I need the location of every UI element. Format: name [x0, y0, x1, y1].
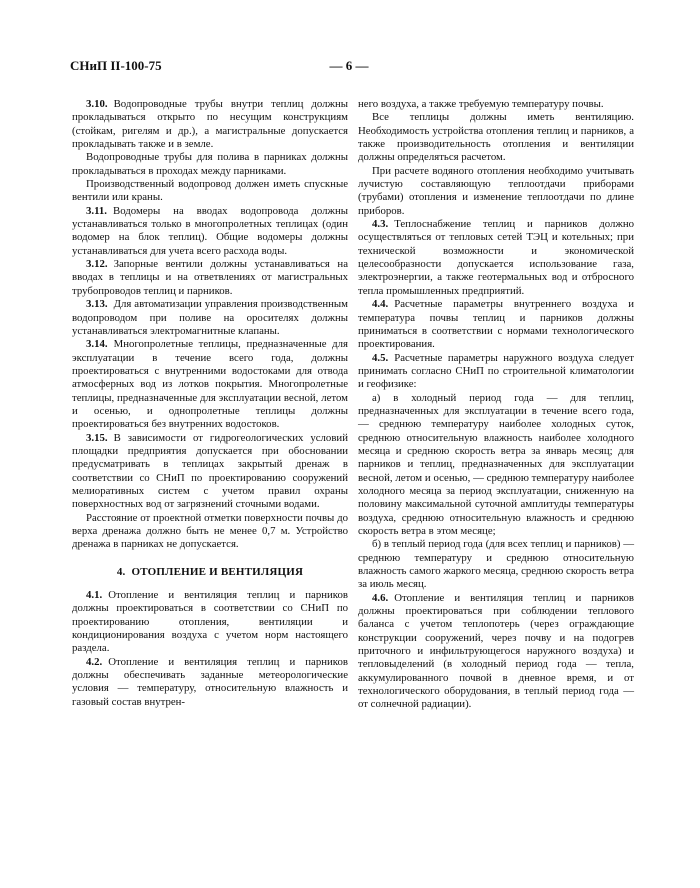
paragraph-3-11: [72, 205, 348, 258]
paragraph-text: Расчетные параметры внутреннего воздуха и температура почвы теплиц и парников должны приниматься в соответствии с нормами технологического проектирования.: [358, 298, 634, 351]
paragraph-text: Отопление и вентиляция теплиц и парников должны проектироваться при соблюдении теплового баланса с учетом теплопотерь (через ограждающие конструкции сооружений, через почву и на подогрев приточного и инфильтрующегося наружного воздуха) и тепловыделений (в холодный период года — тепла, аккумулированного почвой в дневное время, и от технологического оборудования, в теплый период года — от солнечной радиации).: [358, 591, 634, 711]
paragraph-text: Многопролетные теплицы, предназначенные для эксплуатации в течение всего года, должны проектироваться с внутренними водостоками для отвода атмосферных вод из лотков покрытия. Многопролетные теплицы, предназначенные для эксплуатации весной, летом и осенью, и однопролетные теплицы должны проектироваться без внутренних водостоков.: [72, 338, 348, 431]
paragraph-text: Водопроводные трубы внутри теплиц должны прокладываться открыто по несущим конструкциям (стойкам, ригелям и др.), а магистральные допускается прокладывать также и в земле.: [72, 98, 348, 151]
page-number: — 6 —: [329, 58, 369, 73]
clause-number: 4.6.: [372, 591, 389, 604]
section-heading: [72, 566, 348, 579]
paragraph-3-14: [72, 338, 348, 431]
paragraph-text: а) в холодный период года — для теплиц, предназначенных для эксплуатации в течение всего года, — среднюю температуру наиболее холодных суток, среднюю относительную влажность наиболее холодного месяца и среднюю скорость ветра за январь месяц; для парников и теплиц, предназначенных для эксплуатации весной, летом и осенью, — среднюю температуру наиболее холодного месяца за период эксплуатации, сниженную на половину максимальной суточной амплитуды температуры воздуха, среднюю относительную влажность и среднюю скорость ветра в этом месяце;: [358, 391, 634, 537]
right-column: [358, 98, 634, 712]
clause-number: 4.3.: [372, 218, 389, 231]
clause-number: 4.4.: [372, 298, 389, 311]
paragraph-text: Все теплицы должны иметь вентиляцию. Необходимость устройства отопления теплиц и парников, а также производительность отопления и вентиляции должны определяться расчетом.: [358, 111, 634, 164]
paragraph-3-10: [72, 98, 348, 151]
paragraph-text: Водомеры на вводах водопровода должны устанавливаться только в многопролетных теплицах (один водомер на блок теплиц). Общие водомеры должны устанавливаться для учета всего расхода воды.: [72, 204, 348, 257]
paragraph-text: Запорные вентили должны устанавливаться на вводах в теплицы и на ответвлениях от магистральных трубопроводов теплиц и парников.: [72, 258, 348, 297]
document-code: СНиП II-100-75: [70, 58, 162, 73]
paragraph-text: Отопление и вентиляция теплиц и парников должны проектироваться в соответствии со СНиП по проектированию отопления, вентиляции и кондиционирования воздуха с учетом норм настоящего раздела.: [72, 589, 348, 655]
paragraph-text: Теплоснабжение теплиц и парников должно осуществляться от тепловых сетей ТЭЦ и котельных; при технической возможности и экономической целесообразности допускается использование газа, электроэнергии, а также геотермальных вод и отбросного тепла промышленных предприятий.: [358, 218, 634, 297]
paragraph-4-1: [72, 589, 348, 656]
paragraph-warm-period: [358, 538, 634, 591]
paragraph-4-5: [358, 352, 634, 392]
paragraph-text: Производственный водопровод должен иметь спускные вентили или краны.: [72, 178, 348, 204]
paragraph-4-4: [358, 298, 634, 351]
clause-number: 3.14.: [86, 338, 108, 351]
paragraph-3-12: [72, 258, 348, 298]
paragraph-4-2: [72, 656, 348, 709]
paragraph-4-3: [358, 218, 634, 298]
paragraph-4-6: [358, 592, 634, 712]
paragraph-irrigation-pipes: [72, 151, 348, 178]
paragraph-continuation: [358, 98, 634, 111]
paragraph-ventilation-required: [358, 111, 634, 164]
section-title: ОТОПЛЕНИЕ И ВЕНТИЛЯЦИЯ: [131, 565, 304, 578]
clause-number: 3.13.: [86, 298, 108, 311]
left-column: [72, 98, 348, 709]
paragraph-text: Для автоматизации управления производственным водопроводом при поливе на оросителях должны устанавливаться электромагнитные клапаны.: [72, 298, 348, 337]
clause-number: 3.15.: [86, 431, 108, 444]
paragraph-water-heating: [358, 165, 634, 218]
clause-number: 3.12.: [86, 258, 108, 271]
paragraph-text: Водопроводные трубы для полива в парниках должны прокладываться в проходах между парниками.: [72, 151, 348, 177]
paragraph-text: Расстояние от проектной отметки поверхности почвы до верха дренажа должно быть не менее 0,7 м. Устройство дренажа в парниках не допускается.: [72, 511, 348, 551]
clause-number: 3.11.: [86, 204, 107, 217]
paragraph-3-15: [72, 432, 348, 512]
clause-number: 3.10.: [86, 98, 108, 110]
paragraph-3-13: [72, 298, 348, 338]
paragraph-text: б) в теплый период года (для всех теплиц и парников) — среднюю температуру и среднюю относительную влажность самого жаркого месяца, среднюю скорость ветра за июль месяц.: [358, 538, 634, 591]
paragraph-text: При расчете водяного отопления необходимо учитывать лучистую составляющую теплоотдачи приборами (трубами) отопления и изменение теплоотдачи по длине приборов.: [358, 164, 634, 217]
clause-number: 4.5.: [372, 351, 389, 364]
paragraph-drainage-depth: [72, 512, 348, 552]
paragraph-cold-period: [358, 392, 634, 539]
clause-number: 4.2.: [86, 655, 103, 668]
section-number: 4.: [116, 565, 126, 578]
paragraph-text: Расчетные параметры наружного воздуха следует принимать согласно СНиП по строительной климатологии и геофизике:: [358, 351, 634, 391]
page-header: [70, 58, 628, 78]
paragraph-text: В зависимости от гидрогеологических условий площадки предприятия допускается при обосновании предусматривать в теплицах закрытый дренаж в соответствии со СНиП по проектированию сооружений мелиоративных систем с учетом правил охраны поверхностных вод от загрязнений сточными водами.: [72, 431, 348, 511]
paragraph-drain-valves: [72, 178, 348, 205]
paragraph-text: Отопление и вентиляция теплиц и парников должны обеспечивать заданные метеорологические условия — температуру, относительную влажность и газовый состав внутрен-: [72, 655, 348, 708]
clause-number: 4.1.: [86, 589, 103, 602]
paragraph-text: него воздуха, а также требуемую температуру почвы.: [358, 98, 604, 110]
